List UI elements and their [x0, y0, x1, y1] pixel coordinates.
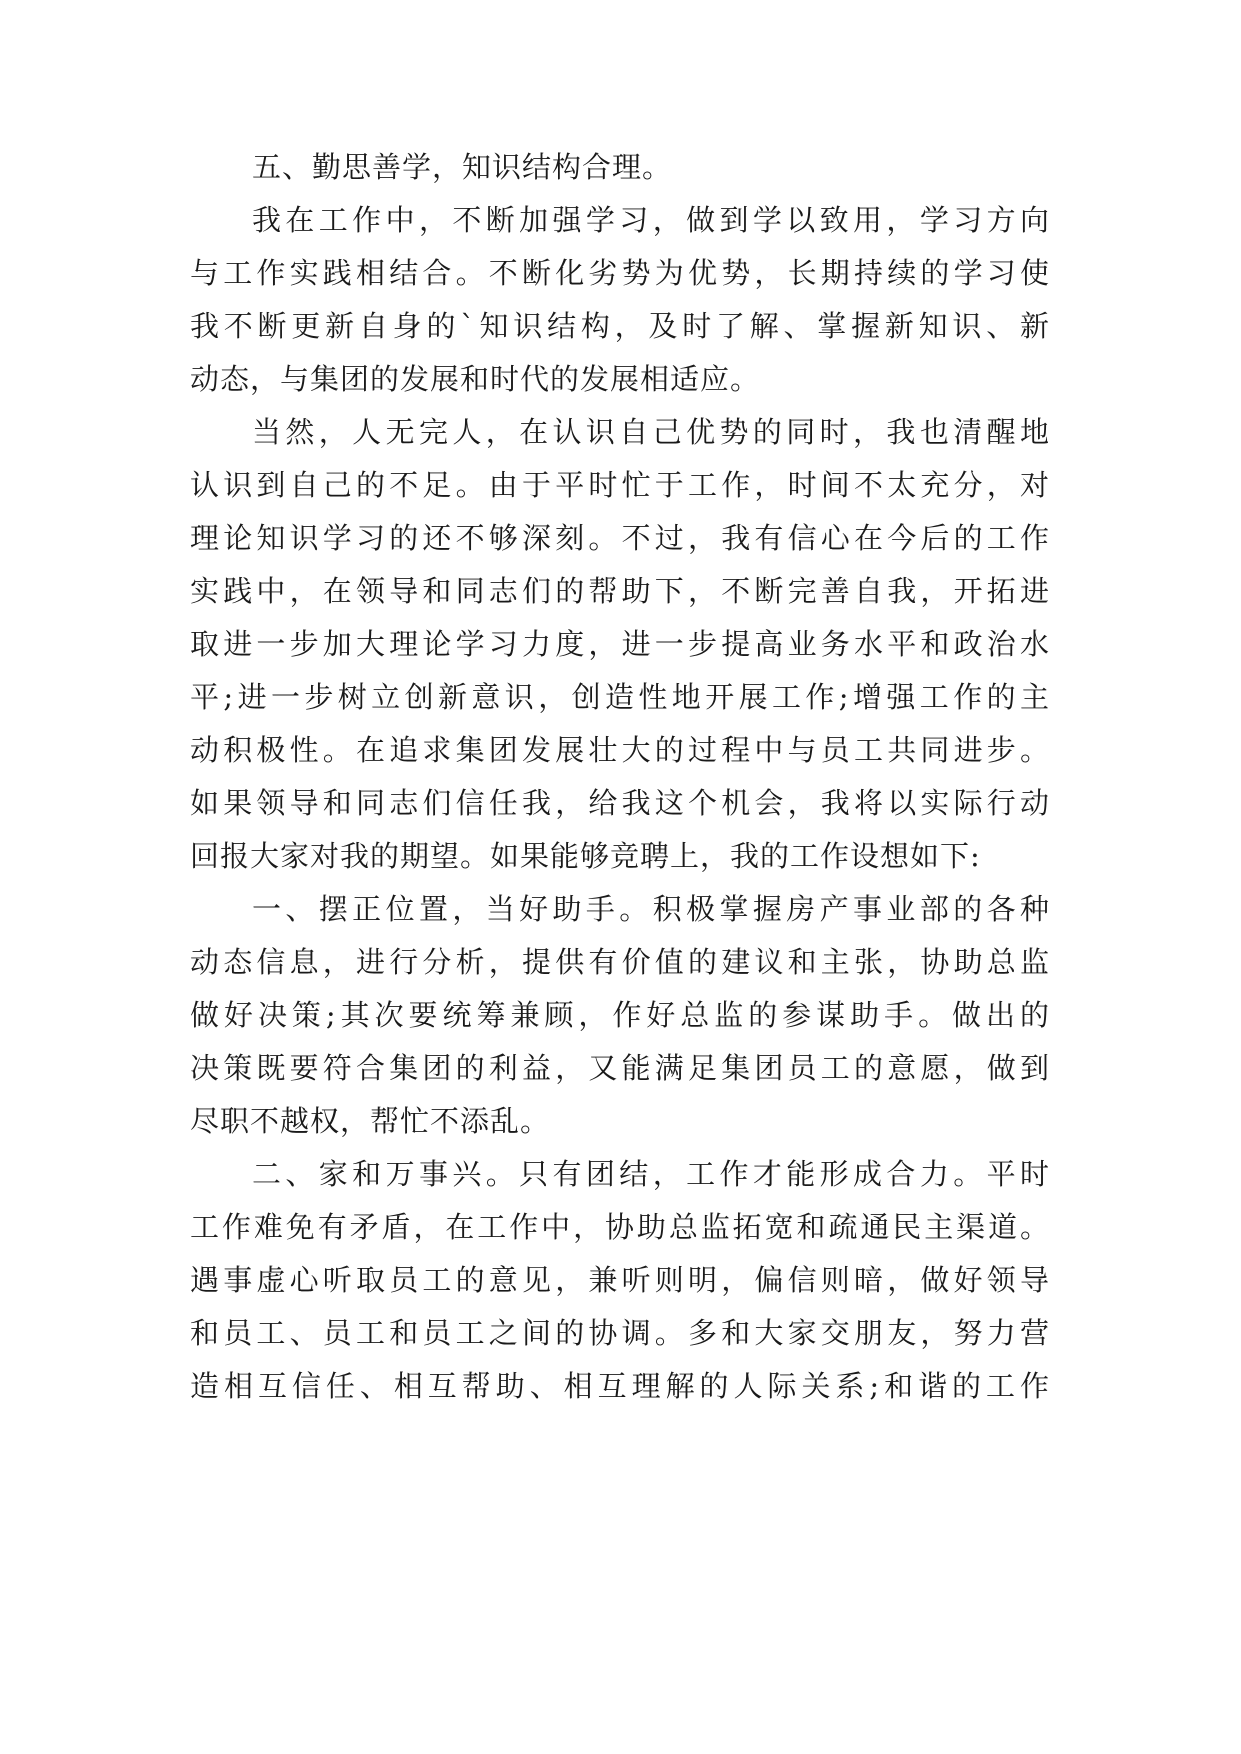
- paragraph-line: 工作难免有矛盾，在工作中，协助总监拓宽和疏通民主渠道。: [190, 1210, 1050, 1244]
- paragraph-line: 理论知识学习的还不够深刻。不过，我有信心在今后的工作: [190, 521, 1050, 555]
- paragraph-line: 遇事虚心听取员工的意见，兼听则明，偏信则暗，做好领导: [190, 1263, 1050, 1297]
- heading-section-five: 五、勤思善学，知识结构合理。: [252, 150, 673, 184]
- paragraph-line: 我在工作中，不断加强学习，做到学以致用，学习方向: [252, 203, 1050, 237]
- paragraph-line: 取进一步加大理论学习力度，进一步提高业务水平和政治水: [190, 627, 1050, 661]
- paragraph-line: 二、家和万事兴。只有团结，工作才能形成合力。平时: [252, 1157, 1050, 1191]
- paragraph-line: 和员工、员工和员工之间的协调。多和大家交朋友，努力营: [190, 1316, 1050, 1350]
- paragraph-line: 做好决策;其次要统筹兼顾，作好总监的参谋助手。做出的: [190, 998, 1050, 1032]
- paragraph-line: 认识到自己的不足。由于平时忙于工作，时间不太充分，对: [190, 468, 1050, 502]
- paragraph-line: 与工作实践相结合。不断化劣势为优势，长期持续的学习使: [190, 256, 1050, 290]
- paragraph-line: 实践中，在领导和同志们的帮助下，不断完善自我，开拓进: [190, 574, 1050, 608]
- paragraph-line: 决策既要符合集团的利益，又能满足集团员工的意愿，做到: [190, 1051, 1050, 1085]
- paragraph-line: 平;进一步树立创新意识，创造性地开展工作;增强工作的主: [190, 680, 1050, 714]
- paragraph-line: 如果领导和同志们信任我，给我这个机会，我将以实际行动: [190, 786, 1050, 820]
- paragraph-line: 动积极性。在追求集团发展壮大的过程中与员工共同进步。: [190, 733, 1050, 767]
- paragraph-line: 尽职不越权，帮忙不添乱。: [190, 1104, 551, 1138]
- paragraph-line: 回报大家对我的期望。如果能够竞聘上，我的工作设想如下:: [190, 839, 981, 873]
- paragraph-line: 动态，与集团的发展和时代的发展相适应。: [190, 362, 761, 396]
- paragraph-line: 动态信息，进行分析，提供有价值的建议和主张，协助总监: [190, 945, 1050, 979]
- paragraph-line: 造相互信任、相互帮助、相互理解的人际关系;和谐的工作: [190, 1369, 1050, 1403]
- paragraph-line: 一、摆正位置，当好助手。积极掌握房产事业部的各种: [252, 892, 1050, 926]
- paragraph-line: 我不断更新自身的`知识结构，及时了解、掌握新知识、新: [190, 309, 1050, 343]
- paragraph-line: 当然，人无完人，在认识自己优势的同时，我也清醒地: [252, 415, 1050, 449]
